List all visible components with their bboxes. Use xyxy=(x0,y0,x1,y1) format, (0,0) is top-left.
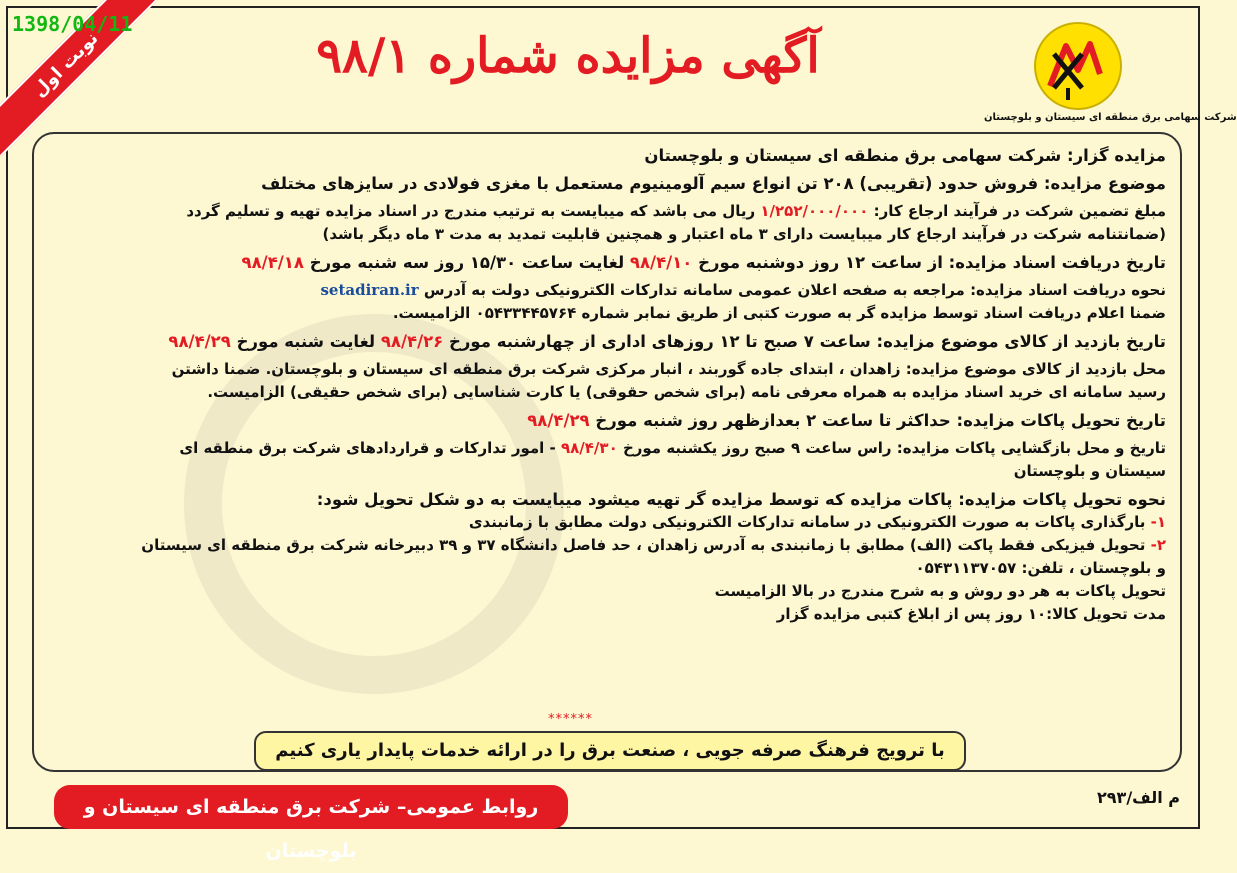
guarantee-rest: ریال می باشد که میبایست به ترتیب مندرج در اسناد مزایده تهیه و تسلیم گردد xyxy=(186,202,756,220)
method-line xyxy=(54,488,1166,511)
power-company-logo-icon xyxy=(1034,22,1122,110)
guarantee-note: (ضمانتنامه شرکت در فرآیند ارجاع کار میبایست دارای ۳ ماه اعتبار و همچنین قابلیت تمدید به مدت ۳ ماه دیگر باشد) xyxy=(322,225,1166,243)
method-label: نحوه تحویل پاکات مزایده: xyxy=(958,490,1166,509)
page-title: آگهی مزایده شماره ۹۸/۱ xyxy=(316,28,820,84)
opening-part2: - امور تدارکات و قراردادهای شرکت برق منطقه ای xyxy=(179,439,556,457)
notice-header xyxy=(8,8,1237,130)
item2-text: تحویل فیزیکی فقط پاکت (الف) مطابق با زمانبندی به آدرس زاهدان ، حد فاصل دانشگاه ۳۷ و ۳۹ دبیرخانه شرکت برق منطقه ای سیستان xyxy=(141,536,1146,554)
visit-date-line xyxy=(54,330,1166,353)
reference-number: م الف/۲۹۳ xyxy=(1097,788,1180,807)
method-item-2 xyxy=(54,534,1166,557)
public-relations-bar: روابط عمومی– شرکت برق منطقه ای سیستان و بلوچستان xyxy=(54,785,568,829)
notice-body xyxy=(32,132,1182,772)
notice-text xyxy=(54,144,1166,626)
visit-date-label: تاریخ بازدید از کالای موضوع مزایده: xyxy=(876,332,1166,351)
docs-date-part1: از ساعت ۱۲ روز دوشنبه مورخ xyxy=(698,253,943,272)
subject-line xyxy=(54,172,1166,195)
docs-date-end: ۹۸/۴/۱۸ xyxy=(241,253,304,272)
first-round-ribbon: نوبت اول xyxy=(0,0,157,156)
visit-date-end: ۹۸/۴/۲۹ xyxy=(168,332,231,351)
docs-method-value: مراجعه به صفحه اعلان عمومی سامانه تدارکات الکترونیکی دولت به آدرس xyxy=(423,281,965,299)
guarantee-line xyxy=(54,200,1166,223)
method-item-1 xyxy=(54,511,1166,534)
delivery-date-label: تاریخ تحویل پاکات مزایده: xyxy=(956,411,1166,430)
visit-place-note: رسید سامانه ای خرید اسناد مزایده به همراه معرفی نامه (برای شخص حقوقی) یا کارت شناسایی (برای شخص حقیقی) الزامیست. xyxy=(207,383,1166,401)
auctioneer-line xyxy=(54,144,1166,167)
item1-number: ۱- xyxy=(1150,513,1166,531)
visit-date-part2: لغایت شنبه مورخ xyxy=(236,332,376,351)
subject-value: فروش حدود (تقریبی) ۲۰۸ تن انواع سیم آلومینیوم مستعمل با مغزی فولادی در سایزهای مختلف xyxy=(261,174,1039,193)
docs-method-note: ضمنا اعلام دریافت اسناد توسط مزایده گر به صورت کتبی از طریق نمابر شماره ۰۵۴۳۳۴۴۵۷۶۴ الزامیست. xyxy=(392,304,1166,322)
guarantee-label: مبلغ تضمین شرکت در فرآیند ارجاع کار: xyxy=(873,202,1166,220)
docs-date-part2: لغایت ساعت ۱۵/۳۰ روز سه شنبه مورخ xyxy=(309,253,625,272)
auctioneer-label: مزایده گزار: xyxy=(1067,146,1166,165)
delivery-date-value: حداکثر تا ساعت ۲ بعدازظهر روز شنبه مورخ xyxy=(595,411,951,430)
opening-date: ۹۸/۴/۳۰ xyxy=(560,439,618,457)
company-caption: شرکت سهامی برق منطقه ای سیستان و بلوچستان xyxy=(984,112,1237,123)
guarantee-amount: ۱/۲۵۲/۰۰۰/۰۰۰ xyxy=(760,202,869,220)
docs-date-line xyxy=(54,251,1166,274)
item2-number: ۲- xyxy=(1150,536,1166,554)
notice-frame xyxy=(6,6,1237,862)
docs-date-start: ۹۸/۴/۱۰ xyxy=(629,253,693,272)
delivery-date-line xyxy=(54,409,1166,432)
opening-line xyxy=(54,437,1166,460)
item1-text: بارگذاری پاکات به صورت الکترونیکی در سامانه تدارکات الکترونیکی دولت مطابق با زمانبندی xyxy=(468,513,1146,531)
date-stamp: 1398/04/11 xyxy=(12,12,133,36)
visit-place-label: محل بازدید از کالای موضوع مزایده: xyxy=(905,360,1166,378)
delivery-date: ۹۸/۴/۲۹ xyxy=(527,411,590,430)
visit-place-line xyxy=(54,358,1166,381)
subject-label: موضوع مزایده: xyxy=(1043,174,1166,193)
visit-date-start: ۹۸/۴/۲۶ xyxy=(380,332,444,351)
goods-delivery: مدت تحویل کالا:۱۰ روز پس از ابلاغ کتبی مزایده گزار xyxy=(776,605,1166,623)
both-required: تحویل پاکات به هر دو روش و به شرح مندرج در بالا الزامیست xyxy=(714,582,1166,600)
auctioneer-value: شرکت سهامی برق منطقه ای سیستان و بلوچستان xyxy=(644,146,1062,165)
opening-part1: راس ساعت ۹ صبح روز یکشنبه مورخ xyxy=(622,439,892,457)
decorative-stars: ****** xyxy=(548,712,593,727)
company-logo xyxy=(984,18,1237,126)
docs-method-line xyxy=(54,279,1166,302)
visit-date-part1: ساعت ۷ صبح تا ۱۲ روزهای اداری از چهارشنبه مورخ xyxy=(449,332,871,351)
setadiran-link[interactable]: setadiran.ir xyxy=(320,281,419,299)
method-item-2-cont: و بلوچستان ، تلفن: ۰۵۴۳۱۱۳۷۰۵۷ xyxy=(915,559,1166,577)
docs-date-label: تاریخ دریافت اسناد مزایده: xyxy=(948,253,1166,272)
opening-cont: سیستان و بلوچستان xyxy=(1013,462,1166,480)
method-value: پاکات مزایده که توسط مزایده گر تهیه میشود میبایست به دو شکل تحویل شود: xyxy=(316,490,953,509)
docs-method-label: نحوه دریافت اسناد مزایده: xyxy=(970,281,1166,299)
slogan-box: با ترویج فرهنگ صرفه جویی ، صنعت برق را در ارائه خدمات پایدار یاری کنیم xyxy=(254,731,966,771)
visit-place-value: زاهدان ، ابتدای جاده گوربند ، انبار مرکزی شرکت برق منطقه ای سیستان و بلوچستان. ضمنا داشتن xyxy=(171,360,901,378)
opening-label: تاریخ و محل بازگشایی پاکات مزایده: xyxy=(896,439,1166,457)
